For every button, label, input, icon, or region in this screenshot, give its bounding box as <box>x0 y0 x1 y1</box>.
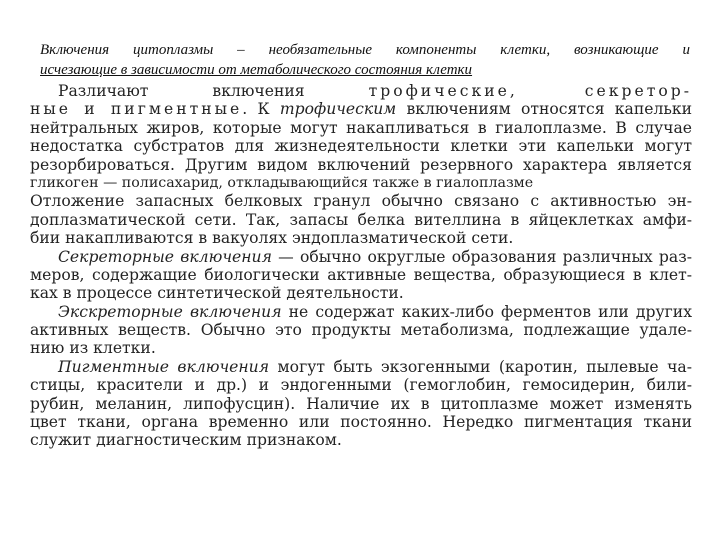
text-line-9: бии накапливаются в вакуолях эндоплазматической сети. <box>30 229 514 248</box>
text-fragment-spaced: ные и пигментные <box>30 100 243 119</box>
text-fragment: включениям относятся капельки <box>406 100 692 119</box>
text-line-12: ках в процессе синтетической деятельности. <box>30 284 404 303</box>
text-fragment: . К <box>242 100 270 119</box>
text-line-19: цвет ткани, органа временно или постоянно. Нередко пигментация ткани <box>30 413 692 432</box>
text-line-1 <box>30 82 692 100</box>
text-term-trophic: трофическим <box>279 100 397 119</box>
text-line-5: резорбироваться. Другим видом включений резервного характера является <box>30 155 692 174</box>
text-line-7: Отложение запасных белковых гранул обычно связано с активностью эн- <box>30 192 692 211</box>
text-fragment: — обычно округлые образования различных раз- <box>278 247 692 266</box>
text-line-20: служит диагностическим признаком. <box>30 431 342 450</box>
text-line-15: нию из клетки. <box>30 339 156 358</box>
text-term-pigment: Пигментные включения <box>58 357 270 376</box>
text-line-11: меров, содержащие биологически активные вещества, образующиеся в клет- <box>30 265 692 284</box>
text-line-3: нейтральных жиров, которые могут накапливаться в гиалоплазме. В случае <box>30 118 692 137</box>
text-line-6: гликоген — полисахарид, откладывающийся также в гиалоплазме <box>30 174 534 191</box>
caption-line-1: Включения цитоплазмы – необязательные компоненты клетки, возникающие и <box>40 42 690 58</box>
text-line-13 <box>30 303 692 321</box>
scanned-text <box>30 82 692 450</box>
text-line-10 <box>30 248 692 266</box>
text-fragment: Различают включения <box>58 82 305 100</box>
text-line-14: активных веществ. Обычно это продукты метаболизма, подлежащие удале- <box>30 321 692 340</box>
text-line-18: рубин, меланин, липофусцин). Наличие их в цитоплазме может изменять <box>30 394 692 413</box>
text-term-secretory: Секреторные включения <box>58 247 272 266</box>
text-line-16 <box>30 358 692 376</box>
text-line-8: доплазматической сети. Так, запасы белка вителлина в яйцеклетках амфи- <box>30 210 692 229</box>
text-fragment: не содержат каких-либо ферментов или других <box>288 302 692 321</box>
slide-caption <box>40 40 690 80</box>
text-line-4: недостатка субстратов для жизнедеятельности клетки эти капельки могут <box>30 137 692 156</box>
caption-line-2: исчезающие в зависимости от метаболического состояния клетки <box>40 62 473 78</box>
text-line-17: стицы, красители и др.) и эндогенными (гемоглобин, гемосидерин, били- <box>30 376 692 395</box>
text-line-2 <box>30 100 692 118</box>
text-term-excretory: Экскреторные включения <box>58 302 282 321</box>
text-fragment: могут быть экзогенными (каротин, пылевые ча- <box>277 357 692 376</box>
text-fragment-spaced: трофические, секретор- <box>368 82 692 100</box>
